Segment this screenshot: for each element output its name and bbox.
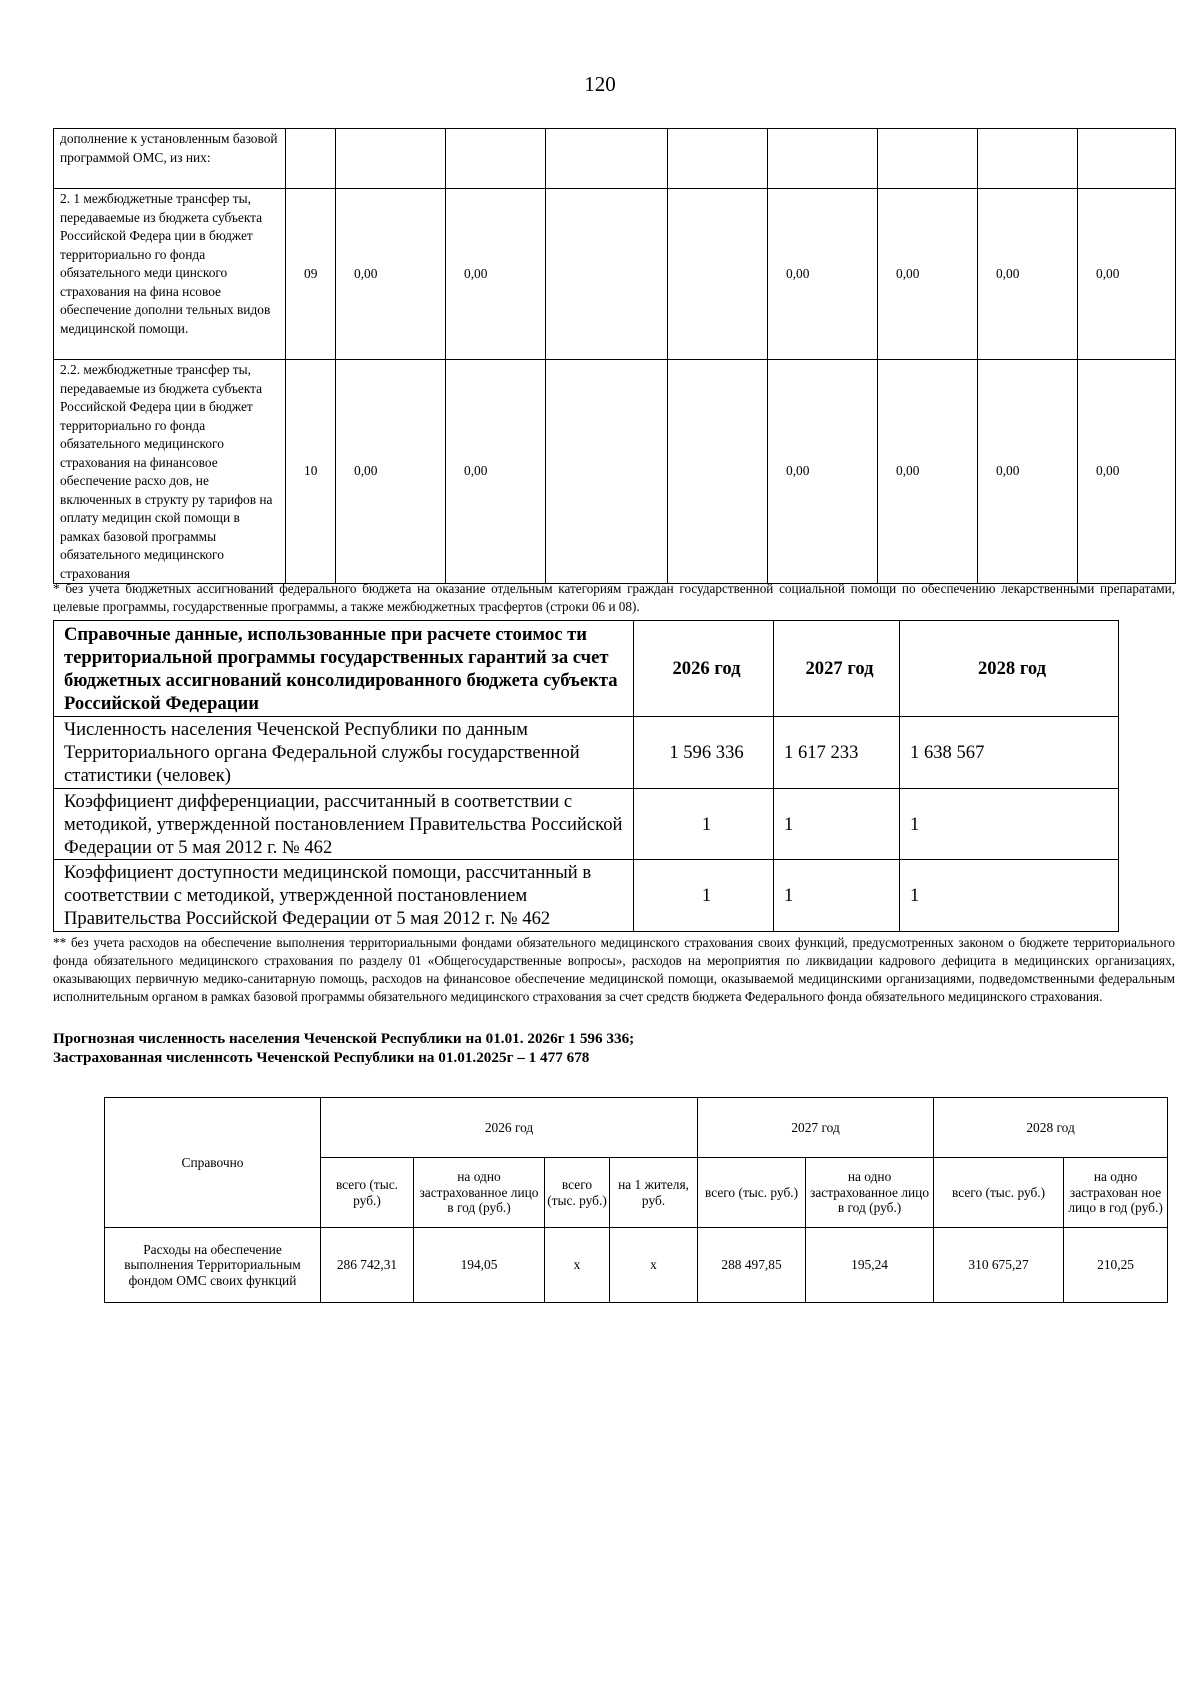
table-cell: 0,00 bbox=[1078, 189, 1176, 360]
table-cell: 1 bbox=[900, 789, 1119, 860]
row-label: дополнение к установленным базовой программой ОМС, из них: bbox=[54, 129, 286, 189]
table-cell: 0,00 bbox=[768, 360, 878, 584]
table-cell: 1 bbox=[634, 789, 774, 860]
table-cell: 1 638 567 bbox=[900, 717, 1119, 789]
footnote-1: * без учета бюджетных ассигнований федерального бюджета на оказание отдельным категориям граждан государственной социальной помощи по обеспечению лекарственными препаратами, целевые программы, государственные программы, а также межбюджетных трасфертов (строки 06 и 08). bbox=[53, 581, 1175, 614]
table-cell bbox=[978, 129, 1078, 189]
table-cell bbox=[878, 129, 978, 189]
table-cell: 1 596 336 bbox=[634, 717, 774, 789]
table-cell bbox=[546, 360, 668, 584]
row-label: Коэффициент доступности медицинской помощи, рассчитанный в соответствии с методикой, утвержденной постановлением Правительства Российской Федерации от 5 мая 2012 г. № 462 bbox=[54, 860, 634, 932]
row-code: 09 bbox=[286, 189, 336, 360]
column-header: на одно застрахован ное лицо в год (руб.) bbox=[1064, 1158, 1168, 1228]
row-code bbox=[286, 129, 336, 189]
year-header: 2026 год bbox=[321, 1098, 698, 1158]
column-header: всего (тыс. руб.) bbox=[934, 1158, 1064, 1228]
table-cell: 0,00 bbox=[336, 189, 446, 360]
table-cell: 1 bbox=[900, 860, 1119, 932]
reference-data-table bbox=[53, 620, 1119, 932]
year-header: 2027 год bbox=[698, 1098, 934, 1158]
table-cell: 286 742,31 bbox=[321, 1228, 414, 1303]
reference-header: Справочные данные, использованные при расчете стоимос ти территориальной программы государственных гарантий за счет бюджетных ассигнований консолидированного бюджета субъекта Российской Федерации bbox=[54, 621, 634, 717]
table-cell: 1 bbox=[774, 789, 900, 860]
footnote-2: ** без учета расходов на обеспечение выполнения территориальными фондами обязательного медицинского страхования своих функций, предусмотренных законом о бюджете территориального фонда обязательного медицинского страхования по разделу 01 «Общегосударственные вопросы», расходов на мероприятия по ликвидации кадрового дефицита в медицинских организациях, оказывающих первичную медико-санитарную помощь, расходов на финансовое обеспечение медицинской помощи, оказываемой медицинскими организациями, подведомственными федеральным исполнительным органом в рамках базовой программы обязательного медицинского страхования за счет средств бюджета Федерального фонда обязательного медицинского страхования. bbox=[53, 935, 1175, 1004]
table-row bbox=[54, 189, 1176, 360]
row-label: 2.2. межбюджетные трансфер ты, передаваемые из бюджета субъекта Российской Федера ции в бюджет территориально го фонда обязательного медицинского страхования на финансовое обеспечение расхо дов, не включенных в структу ру тарифов на оплату медицин ской помощи в рамках базовой программы обязательного медицинского страхования bbox=[54, 360, 286, 584]
table-cell: 1 bbox=[774, 860, 900, 932]
table-header-row bbox=[105, 1098, 1168, 1158]
table-cell bbox=[668, 129, 768, 189]
table-row bbox=[105, 1228, 1168, 1303]
table-cell: 1 617 233 bbox=[774, 717, 900, 789]
table-cell bbox=[546, 129, 668, 189]
row-code: 10 bbox=[286, 360, 336, 584]
page-number: 120 bbox=[584, 72, 616, 96]
column-header: на одно застрахованное лицо в год (руб.) bbox=[414, 1158, 545, 1228]
expenses-table bbox=[104, 1097, 1168, 1303]
table-cell bbox=[1078, 129, 1176, 189]
table-row bbox=[54, 789, 1119, 860]
table-row bbox=[54, 129, 1176, 189]
table-cell bbox=[336, 129, 446, 189]
column-header: всего (тыс. руб.) bbox=[545, 1158, 610, 1228]
table-cell: 0,00 bbox=[446, 189, 546, 360]
year-header: 2027 год bbox=[774, 621, 900, 717]
table-row bbox=[54, 860, 1119, 932]
table-cell: 288 497,85 bbox=[698, 1228, 806, 1303]
row-label: Численность населения Чеченской Республики по данным Территориального органа Федеральной службы государственной статистики (человек) bbox=[54, 717, 634, 789]
insured-population: Застрахованная численнсоть Чеченской Республики на 01.01.2025г – 1 477 678 bbox=[53, 1049, 590, 1066]
corner-label: Справочно bbox=[105, 1098, 321, 1228]
table-cell: 1 bbox=[634, 860, 774, 932]
table-cell: 0,00 bbox=[978, 189, 1078, 360]
row-label: 2. 1 межбюджетные трансфер ты, передаваемые из бюджета субъекта Российской Федера ции в бюджет территориально го фонда обязательного меди цинского страхования на фина нсовое обеспечение дополни тельных видов медицинской помощи. bbox=[54, 189, 286, 360]
table-cell bbox=[768, 129, 878, 189]
table-cell: 0,00 bbox=[446, 360, 546, 584]
row-label: Расходы на обеспечение выполнения Территориальным фондом ОМС своих функций bbox=[105, 1228, 321, 1303]
table-cell bbox=[446, 129, 546, 189]
table-cell bbox=[668, 189, 768, 360]
table-cell: 210,25 bbox=[1064, 1228, 1168, 1303]
year-header: 2026 год bbox=[634, 621, 774, 717]
table-cell bbox=[546, 189, 668, 360]
table-row bbox=[54, 360, 1176, 584]
table-cell: 0,00 bbox=[768, 189, 878, 360]
column-header: всего (тыс. руб.) bbox=[698, 1158, 806, 1228]
table-row bbox=[54, 717, 1119, 789]
column-header: на одно застрахованное лицо в год (руб.) bbox=[806, 1158, 934, 1228]
table-cell: 0,00 bbox=[1078, 360, 1176, 584]
table-cell: x bbox=[545, 1228, 610, 1303]
financing-table bbox=[53, 128, 1176, 584]
row-label: Коэффициент дифференциации, рассчитанный в соответствии с методикой, утвержденной постановлением Правительства Российской Федерации от 5 мая 2012 г. № 462 bbox=[54, 789, 634, 860]
column-header: всего (тыс. руб.) bbox=[321, 1158, 414, 1228]
year-header: 2028 год bbox=[900, 621, 1119, 717]
table-cell: 195,24 bbox=[806, 1228, 934, 1303]
year-header: 2028 год bbox=[934, 1098, 1168, 1158]
table-cell bbox=[668, 360, 768, 584]
table-header-row bbox=[54, 621, 1119, 717]
table-cell: 310 675,27 bbox=[934, 1228, 1064, 1303]
table-cell: x bbox=[610, 1228, 698, 1303]
table-cell: 0,00 bbox=[878, 360, 978, 584]
table-cell: 0,00 bbox=[878, 189, 978, 360]
table-cell: 0,00 bbox=[336, 360, 446, 584]
column-header: на 1 жителя, руб. bbox=[610, 1158, 698, 1228]
table-cell: 194,05 bbox=[414, 1228, 545, 1303]
table-cell: 0,00 bbox=[978, 360, 1078, 584]
population-forecast: Прогнозная численность населения Чеченской Республики на 01.01. 2026г 1 596 336; bbox=[53, 1030, 635, 1047]
